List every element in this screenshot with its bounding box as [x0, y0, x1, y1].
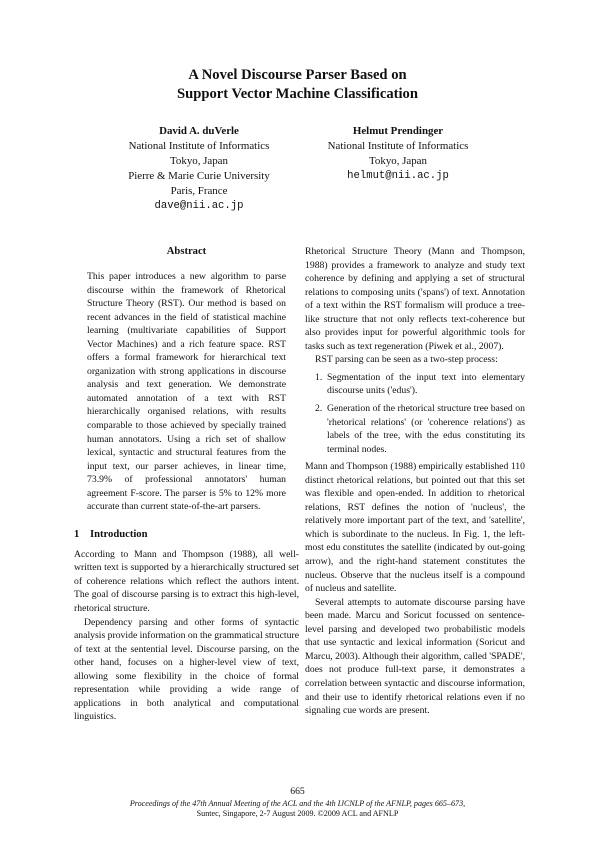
author-affiliation-line: Tokyo, Japan	[170, 155, 228, 167]
author-affiliation-line: Paris, France	[170, 185, 228, 197]
author-affiliation-line: National Institute of Informatics	[128, 140, 270, 152]
title-line-1: A Novel Discourse Parser Based on	[188, 67, 407, 83]
list-item-text: Segmentation of the input text into elementary discourse units ('edus').	[327, 371, 525, 397]
body-paragraph: RST parsing can be seen as a two-step process:	[315, 354, 498, 366]
author-name: David A. duVerle	[159, 125, 239, 137]
list-item-text: Generation of the rhetorical structure tree based on 'rhetorical relations' (or 'coherence relations') as labels of the tree, with the edus constituting its terminal nodes.	[327, 403, 525, 455]
author-block-2	[278, 124, 518, 184]
abstract-text: This paper introduces a new algorithm to parse discourse within the framework of Rhetorical Structure Theory (RST). Our method is based on recent advances in the field of statistical machine learning (multivariate capabilities of Support Vector Machines) and a rich feature space. RST offers a formal framework for hierarchical text organization with strong applications in discourse analysis and text generation. We demonstrate automated annotation of a text with RST hierarchically organised relations, with results comparable to those achieved by specially trained human annotators. Using a rich set of shallow lexical, syntactic and structural features from the input text, our parser achieves, in linear time, 73.9% of professional annotators' human agreement F-score. The parser is 5% to 12% more accurate than current state-of-the-art parsers.	[87, 271, 286, 513]
body-paragraph: Mann and Thompson (1988) empirically established 110 distinct rhetorical relations, but pointed out that this set was flexible and open-ended. In addition to rhetorical relations, RST defines the notion of 'nucleus', the relatively more important part of the text, and 'satellite', which is subordinate to the nucleus. In Fig. 1, the left-most edu constitutes the satellite (indicated by out-going arrow), and the right-hand statement constitutes the nucleus. Observe that the nucleus itself is a compound of nucleus and satellite.	[305, 461, 525, 595]
abstract-heading: Abstract	[166, 246, 207, 257]
body-paragraph: Several attempts to automate discourse parsing have been made. Marcu and Soricut focussed on sentence-level parsing and developed two probabilistic models that use syntactic and lexical information (Soricut and Marcu, 2003). Although their algorithm, called 'SPADE', does not produce full-text parse, it demonstrates a correlation between syntactic and discourse information, and their use to identify rhetorical relations even if no signaling cue words are present.	[305, 596, 525, 717]
list-item-number: 1.	[315, 371, 323, 383]
body-paragraph: Rhetorical Structure Theory (Mann and Thompson, 1988) provides a framework to analyze and study text coherence by defining and applying a set of structural relations to composing units ('spans') of text. Annotation of a text within the RST formalism will produce a tree-like structure that not only reflects text-coherence but also provides input for powerful algorithmic tools for tasks such as text regeneration (Piwek et al., 2007).	[305, 246, 525, 352]
numbered-list	[305, 371, 525, 456]
page-number: 665	[290, 786, 305, 797]
author-name: Helmut Prendinger	[352, 125, 444, 137]
section-title: Introduction	[90, 528, 148, 540]
list-item-number: 2.	[315, 403, 323, 415]
body-paragraph: According to Mann and Thompson (1988), all well-written text is supported by a hierarchically structured set of coherence relations which reflect the authors intent. The goal of discourse parsing is to extract this high-level, rhetorical structure.	[74, 548, 299, 615]
section-number: 1	[74, 528, 80, 540]
left-column	[74, 245, 299, 724]
title-line-2: Support Vector Machine Classification	[177, 86, 418, 102]
list-item	[305, 402, 525, 456]
right-column	[305, 245, 525, 718]
paper-title	[0, 66, 595, 104]
proceedings-footer	[0, 799, 595, 819]
list-item	[305, 371, 525, 398]
section-heading	[74, 528, 299, 542]
body-paragraph: Dependency parsing and other forms of syntactic analysis provide information on the grammatical structure of text at the sentential level. Discourse parsing, on the other hand, focuses on a higher-level view of text, allowing some flexibility in the choice of formal representation while providing a wide range of applications in both analytical and computational linguistics.	[74, 616, 299, 723]
footer-line-2: Suntec, Singapore, 2-7 August 2009. ©2009 ACL and AFNLP	[196, 809, 399, 818]
author-affiliation-line: National Institute of Informatics	[327, 140, 469, 152]
author-email[interactable]: helmut@nii.ac.jp	[347, 170, 449, 182]
footer-line-1: Proceedings of the 47th Annual Meeting of the ACL and the 4th IJCNLP of the AFNLP, pages 665–673,	[129, 799, 466, 808]
author-affiliation-line: Pierre & Marie Curie University	[128, 170, 270, 182]
author-affiliation-line: Tokyo, Japan	[369, 155, 427, 167]
author-email[interactable]: dave@nii.ac.jp	[154, 200, 244, 212]
